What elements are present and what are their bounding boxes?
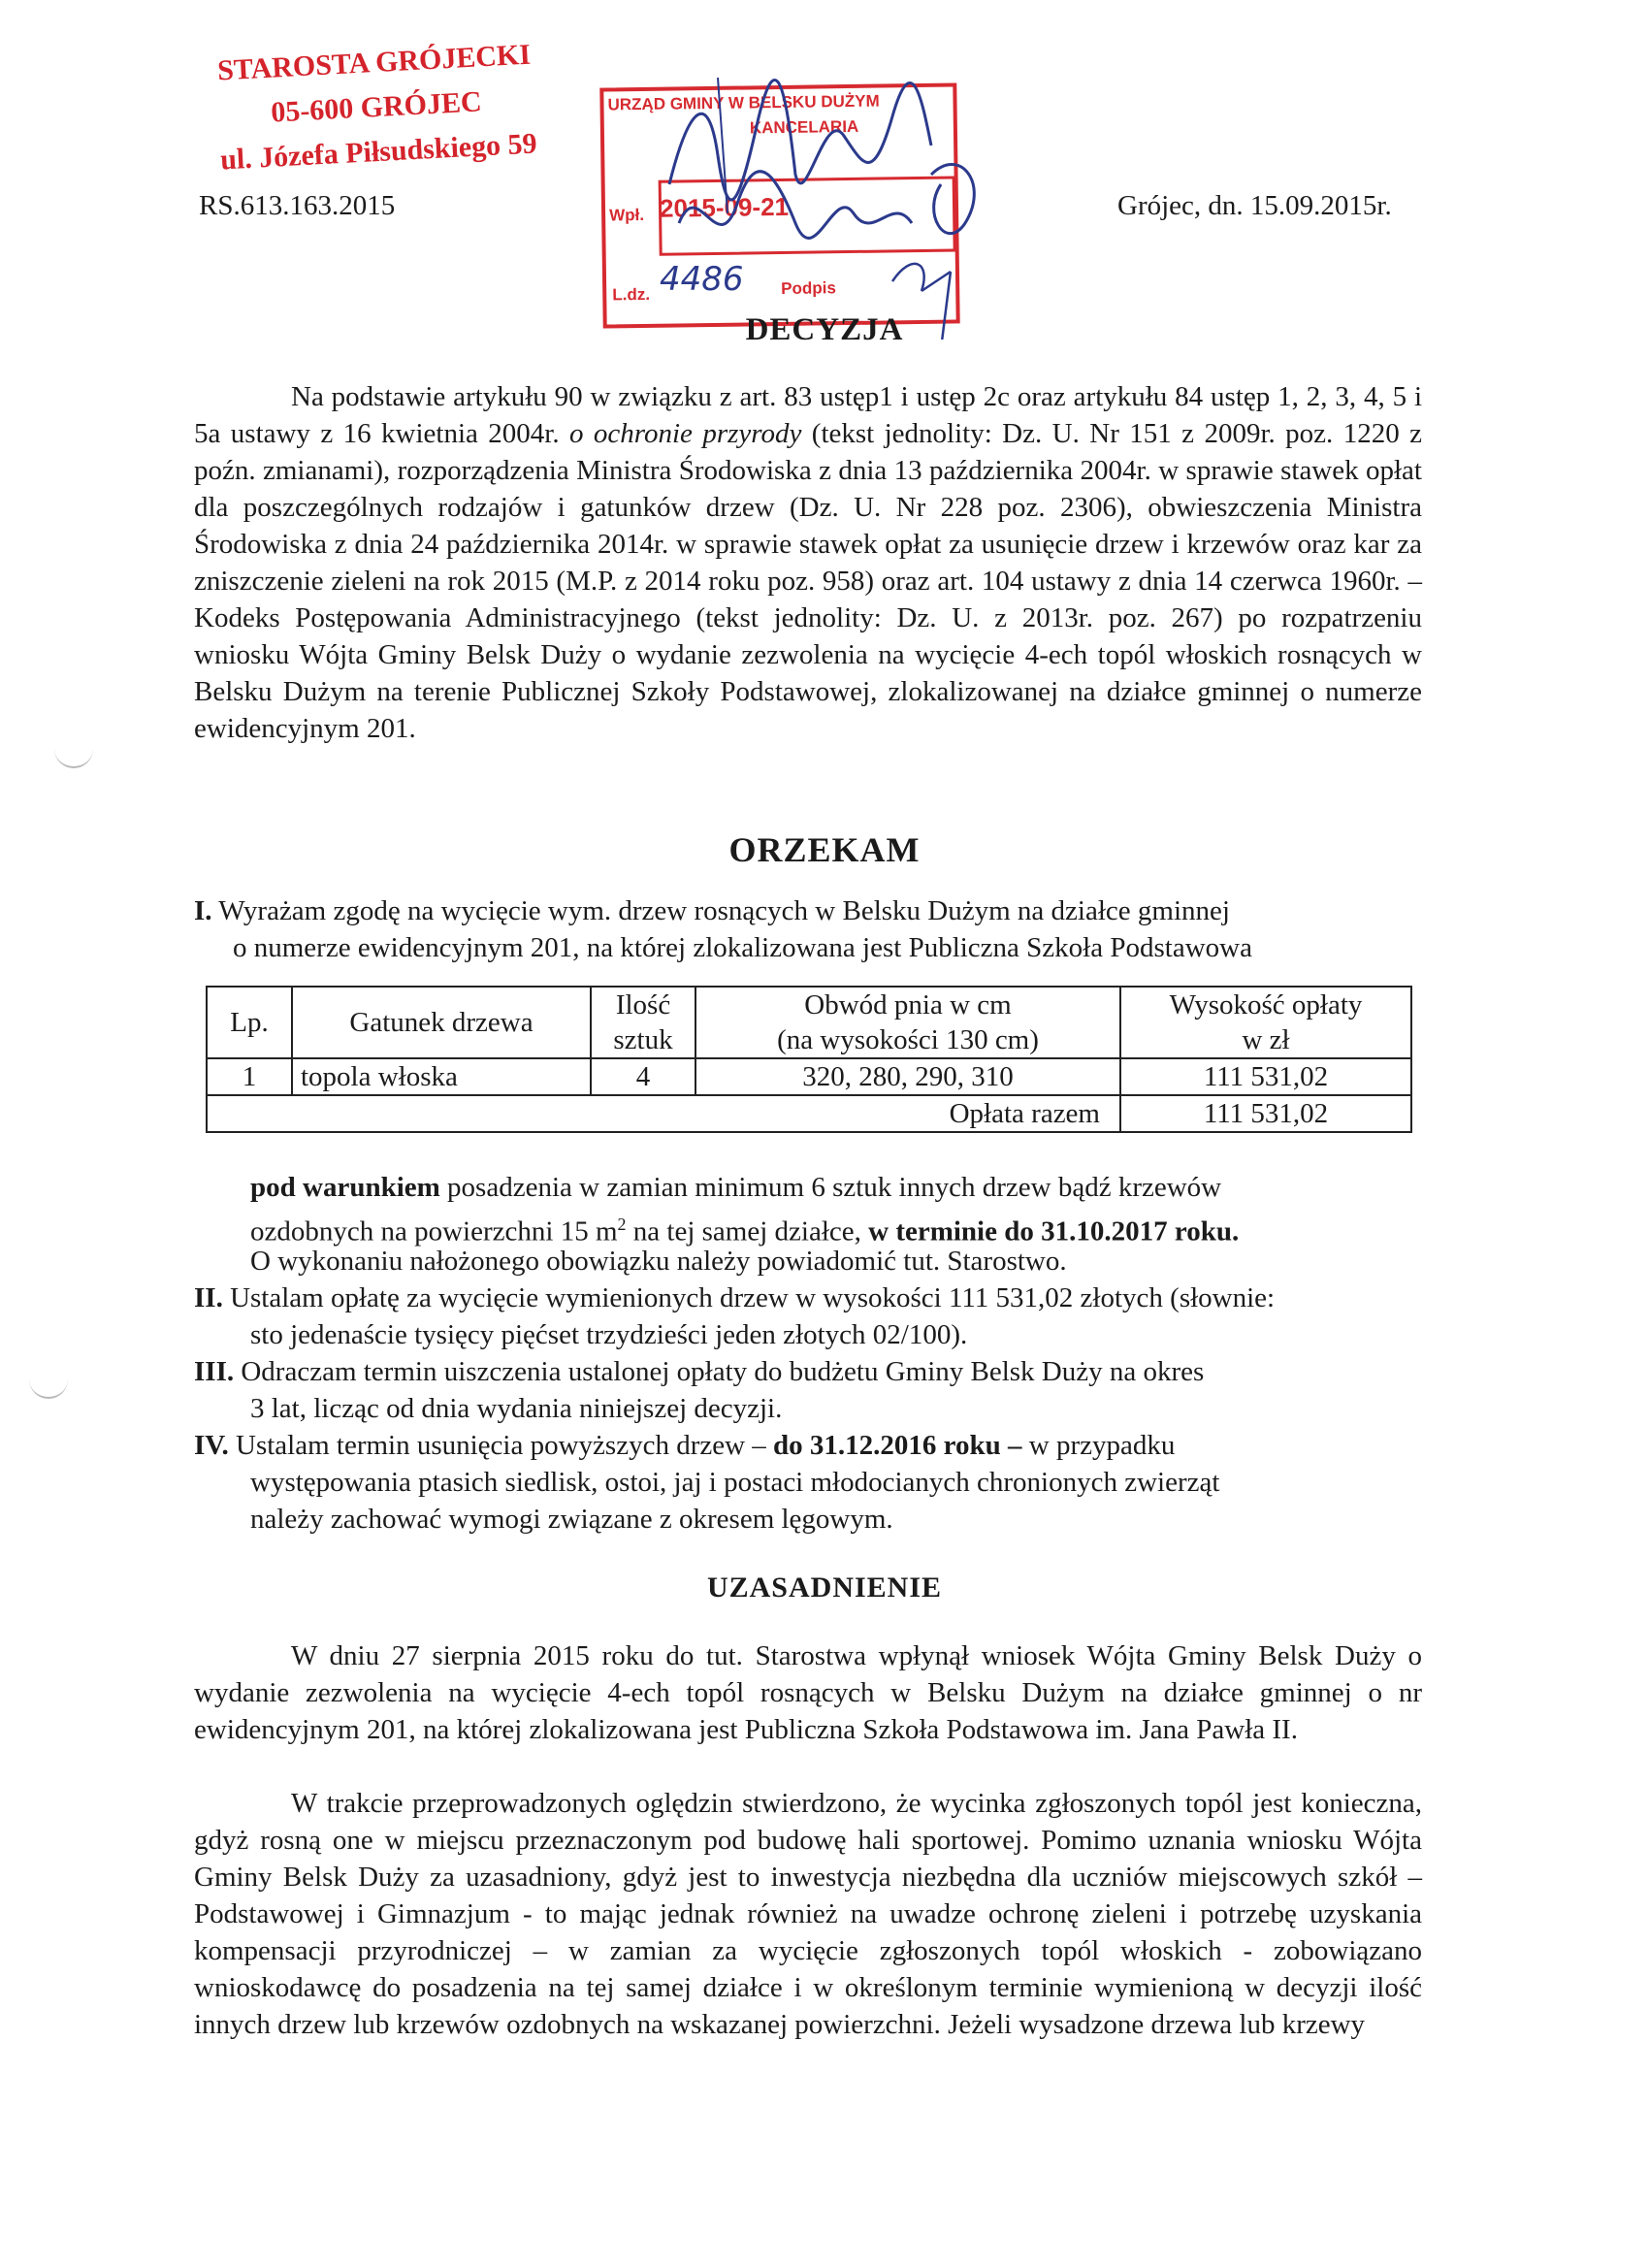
justification-p2: W trakcie przeprowadzonych oględzin stwierdzono, że wycinka zgłoszonych topól jest konieczna, gdyż rosną one w miejscu przeznaczonym pod budowę hali sportowej. Pomimo uznania wniosku Wójta Gminy Belsk Duży za uzasadniony, gdyż jest to inwestycja niezbędna dla uczniów miejscowych szkół – Podstawowej i Gimnazjum - to mając jednak również na uwadze ochronę zieleni i potrzebę uzyskania kompensacji przyrodniczej – w zamian za wycięcie zgłoszonych topól włoskich - zobowiązano wnioskodawcę do posadzenia na tej samej działce i w określonym terminie wymienioną w decyzji ilość innych drzew lub krzewów ozdobnych na wskazanej powierzchni. Jeżeli wysadzone drzewa lub krzewy — [194, 1788, 1422, 2040]
registry-stamp-date: 2015-09-21 — [659, 191, 790, 223]
point-4-text2: w przypadku — [1021, 1430, 1176, 1461]
condition-line1 — [250, 1169, 1221, 1206]
point-4-line2: występowania ptasich siedlisk, ostoi, jaj i postaci młodocianych chronionych zwierząt — [250, 1467, 1220, 1498]
point-4-line3: należy zachować wymogi związane z okresem lęgowym. — [250, 1504, 893, 1535]
point-3-line2: 3 lat, licząc od dnia wydania niniejszej decyzji. — [250, 1393, 783, 1424]
registry-stamp-header: URZĄD GMINY W BELSKU DUŻYM — [607, 91, 880, 114]
reference-number: RS.613.163.2015 — [199, 190, 396, 221]
table-header-row — [207, 987, 1411, 1058]
heading-orzekam: ORZEKAM — [728, 830, 921, 869]
justification-paragraph-1 — [194, 1637, 1422, 1748]
header-obwod-1: Obwód pnia w cm — [804, 989, 1012, 1021]
point-2-number: II. — [194, 1282, 223, 1313]
point-4-text1: Ustalam termin usunięcia powyższych drzew – — [236, 1430, 774, 1461]
heading-uzasadnienie: UZASADNIENIE — [706, 1571, 943, 1604]
point-1-line1: Wyrażam zgodę na wycięcie wym. drzew rosnących w Belsku Dużym na działce gminnej — [218, 895, 1230, 926]
place-date: Grójec, dn. 15.09.2015r. — [1117, 190, 1392, 221]
point-2 — [194, 1280, 1275, 1316]
registry-stamp-wpl-label: Wpł. — [608, 205, 645, 225]
point-2-line2: sto jedenaście tysięcy pięćset trzydzieści jeden złotych 02/100). — [250, 1319, 968, 1350]
justification-p1: W dniu 27 sierpnia 2015 roku do tut. Starostwa wpłynął wniosek Wójta Gminy Belsk Duży o wydanie zezwolenia na wycięcie 4-ech topól rosnących w Belsku Dużym na działce gminnej o nr ewidencyjnym 201, na której zlokalizowana jest Publiczna Szkoła Podstawowa im. Jana Pawła II. — [194, 1640, 1422, 1745]
cell-gatunek: topola włoska — [292, 1058, 591, 1095]
condition-line3: O wykonaniu nałożonego obowiązku należy powiadomić tut. Starostwo. — [250, 1246, 1067, 1277]
cell-obwod: 320, 280, 290, 310 — [695, 1058, 1120, 1095]
registry-stamp-sub: KANCELARIA — [749, 116, 859, 138]
cell-lp: 1 — [207, 1058, 292, 1095]
trees-table — [206, 986, 1412, 1133]
intro-italic: o ochronie przyrody — [569, 418, 802, 449]
table-total-row — [207, 1095, 1411, 1132]
point-1-line2: o numerze ewidencyjnym 201, na której zlokalizowana jest Publiczna Szkoła Podstawowa — [233, 932, 1252, 963]
point-3-line1: Odraczam termin uiszczenia ustalonej opłaty do budżetu Gminy Belsk Duży na okres — [241, 1356, 1205, 1387]
punch-hole-mark — [29, 1377, 68, 1399]
condition-text2b: na tej samej działce, — [626, 1215, 869, 1247]
handwritten-signature — [630, 68, 999, 340]
document-title: DECYZJA — [745, 312, 904, 347]
header-ilosc — [591, 987, 695, 1058]
header-lp: Lp. — [207, 987, 292, 1058]
registry-stamp-podpis-label: Podpis — [781, 278, 836, 298]
point-3-number: III. — [194, 1356, 235, 1387]
point-4-number: IV. — [194, 1430, 229, 1461]
condition-bold2: w terminie do 31.10.2017 roku. — [868, 1215, 1240, 1247]
header-oplata-2: w zł — [1242, 1024, 1290, 1055]
point-3 — [194, 1353, 1204, 1390]
condition-text1: posadzenia w zamian minimum 6 sztuk innych drzew bądź krzewów — [439, 1172, 1222, 1203]
issuer-stamp — [189, 31, 565, 184]
point-2-line1: Ustalam opłatę za wycięcie wymienionych drzew w wysokości 111 531,02 złotych (słownie: — [230, 1282, 1276, 1313]
point-4 — [194, 1427, 1175, 1464]
registry-stamp-ldz-label: L.dz. — [612, 284, 651, 305]
header-ilosc-2: sztuk — [613, 1024, 673, 1055]
registry-ldz-value: 4486 — [660, 260, 744, 299]
issuer-stamp-line1: STAROSTA GRÓJECKI — [216, 38, 532, 87]
point-1 — [194, 892, 1230, 929]
issuer-stamp-line3: ul. Józefa Piłsudskiego 59 — [219, 127, 538, 177]
justification-paragraph-2 — [194, 1785, 1422, 2043]
condition-bold1: pod warunkiem — [250, 1172, 440, 1203]
total-label: Opłata razem — [207, 1095, 1120, 1132]
condition-text2a: ozdobnych na powierzchni 15 m — [250, 1215, 618, 1247]
point-4-bold1: do 31.12.2016 roku – — [773, 1430, 1022, 1461]
total-value: 111 531,02 — [1120, 1095, 1411, 1132]
intro-part2: (tekst jednolity: Dz. U. Nr 151 z 2009r. poz. 1220 z poźn. zmianami), rozporządzenia Ministra Środowiska z dnia 13 października 2004r. w sprawie stawek opłat dla poszczególnych rodzajów i gatunków drzew (Dz. U. Nr 228 poz. 2306), obwieszczenia Ministra Środowiska z dnia 24 października 2014r. w sprawie stawek opłat za usunięcie drzew i krzewów oraz kar za zniszczenie zieleni na rok 2015 (M.P. z 2014 roku poz. 958) oraz art. 104 ustawy z dnia 14 czerwca 1960r. – Kodeks Postępowania Administracyjnego (tekst jednolity: Dz. U. z 2013r. poz. 267) po rozpatrzeniu wniosku Wójta Gminy Belsk Duży o wydanie zezwolenia na wycięcie 4-ech topól włoskich rosnących w Belsku Dużym na terenie Publicznej Szkoły Podstawowej, zlokalizowanej na działce gminnej o numerze ewidencyjnym 201. — [194, 418, 1422, 744]
issuer-stamp-line2: 05-600 GRÓJEC — [270, 85, 483, 129]
point-1-number: I. — [194, 895, 212, 926]
header-oplata — [1120, 987, 1411, 1058]
cell-ilosc: 4 — [591, 1058, 695, 1095]
cell-oplata: 111 531,02 — [1120, 1058, 1411, 1095]
header-ilosc-1: Ilość — [615, 989, 671, 1021]
table-row — [207, 1058, 1411, 1095]
header-oplata-1: Wysokość opłaty — [1169, 989, 1363, 1021]
header-obwod — [695, 987, 1120, 1058]
intro-part1: Na podstawie artykułu 90 w związku z art. 83 ustęp1 i ustęp 2c oraz artykułu 84 ustęp 1, 2, 3, 4, 5 i 5a ustawy z 16 kwietnia 2004r. — [194, 381, 1422, 449]
punch-hole-mark — [54, 747, 93, 768]
condition-sup: 2 — [617, 1215, 627, 1234]
header-obwod-2: (na wysokości 130 cm) — [777, 1024, 1039, 1055]
header-gatunek: Gatunek drzewa — [292, 987, 591, 1058]
intro-paragraph — [194, 378, 1422, 747]
